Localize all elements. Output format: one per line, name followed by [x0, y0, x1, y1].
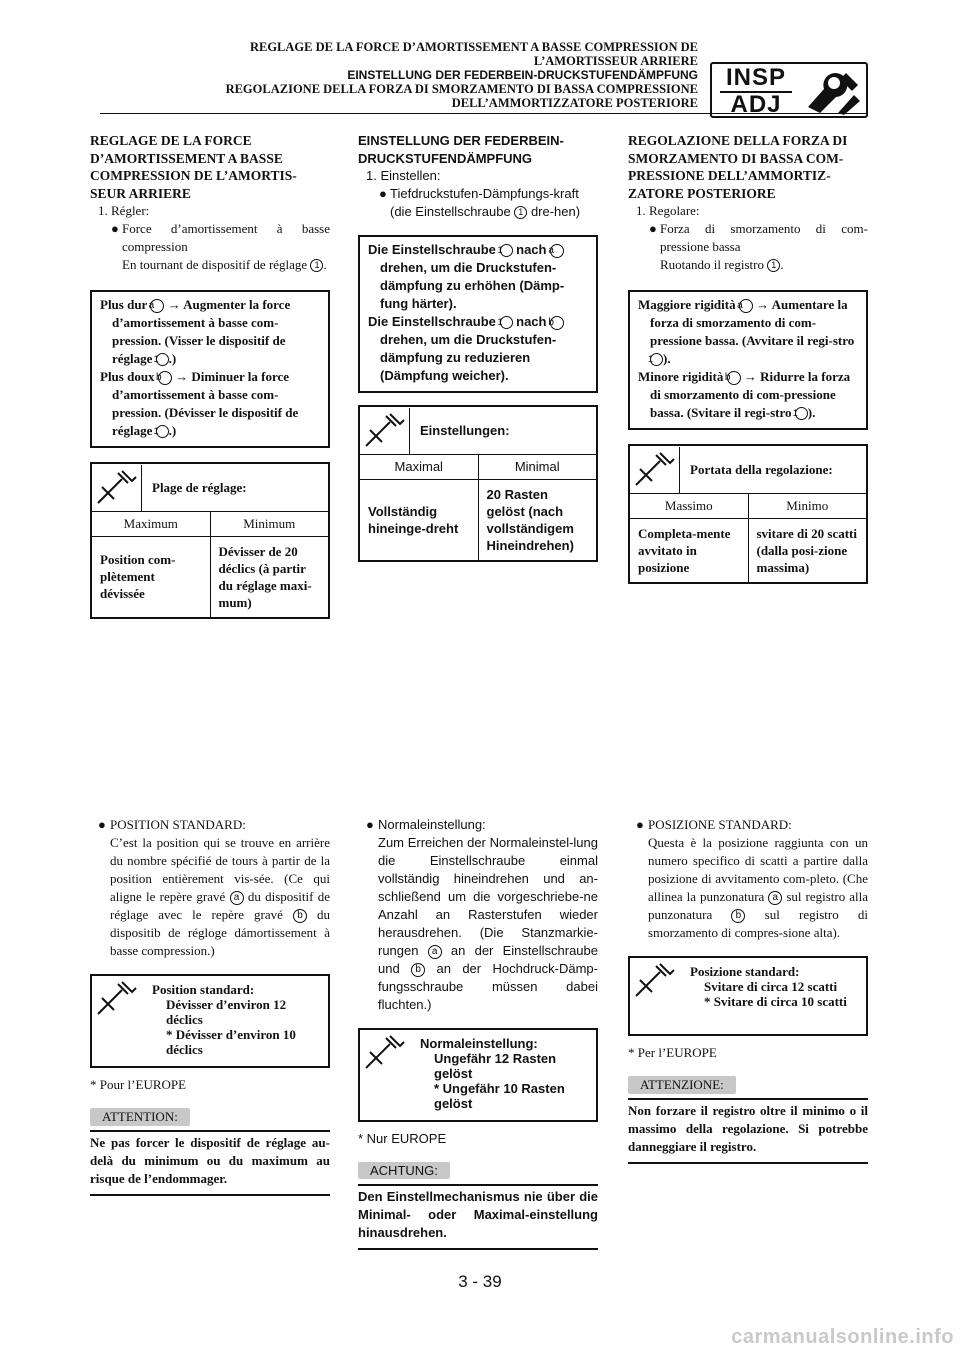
callout-1: 1 — [156, 425, 169, 438]
box-text: nach — [516, 314, 547, 329]
warning-label: ACHTUNG: — [358, 1162, 450, 1179]
spec-header — [92, 976, 328, 1066]
callout-b: b — [727, 371, 741, 385]
spec-header — [92, 464, 328, 512]
warning-block — [628, 1076, 868, 1164]
caution-box — [628, 290, 868, 430]
warning-text: Non forzare il registro oltre il minimo o il massimo della regolazione. Si potrebbe danneggiare il registro. — [628, 1098, 868, 1164]
std-heading: POSIZIONE STANDARD: — [648, 817, 792, 832]
callout-1: 1 — [514, 206, 527, 219]
box-text: drehen, um die Druckstufen-dämpfung zu erhöhen (Dämp-fung härter). — [380, 260, 565, 311]
spec-header — [360, 1030, 596, 1120]
spec-line: * Svitare di circa 10 scatti — [704, 994, 847, 1009]
col-header: Maximum — [92, 512, 210, 536]
box-text: → Diminuer la force d’amortissement à basse com-pression. (Dévisser le dispositif de réglage — [112, 369, 299, 438]
box-line — [368, 313, 588, 385]
box-text: Die Einstellschraube — [368, 242, 496, 257]
spec-label: Portata della regolazione: — [690, 461, 833, 477]
bullet-dot: ● — [98, 817, 106, 832]
cell-value: Dévisser de 20 déclics (à partir du réglage maxi-mum) — [210, 536, 328, 617]
warning-block — [358, 1162, 598, 1250]
bullet-item: ● Forza di smorzamento di com-pressione bassa Ruotando il registro 1 . — [649, 221, 868, 272]
bullet-text: Force d’amortissement à basse compression — [122, 221, 330, 254]
spec-table — [628, 444, 868, 584]
callout-b: b — [158, 371, 172, 385]
std-text-part: Zum Erreichen der Normaleinstel-lung die Einstellschraube einmal vollständig hineindrehen und an-schließend um die vorgeschriebe-ne Anzahl an Rasterstufen wieder herausdrehen. (Die Stanzmarkie-rungen — [378, 835, 598, 958]
box-text: → Ridurre la forza di smorzamento di com-pressione bassa. (Svitare il regi-stro — [650, 369, 851, 420]
section-title: REGLAGE DE LA FORCE D’AMORTISSEMENT A BASSE COMPRESSION DE L’AMORTIS-SEUR ARRIERE — [90, 133, 297, 201]
wrench-icon — [92, 465, 142, 511]
header-line: L’AMORTISSEUR ARRIERE — [533, 54, 698, 68]
callout-a: a — [550, 244, 564, 258]
col-header: Maximal — [360, 455, 478, 479]
column-italian-lower — [628, 816, 868, 1164]
box-text: Die Einstellschraube — [368, 314, 496, 329]
spec-content — [680, 958, 853, 1017]
wrench-icon — [630, 447, 680, 493]
callout-1: 1 — [156, 353, 169, 366]
spec-line: * Ungefähr 10 Rasten gelöst — [434, 1081, 565, 1111]
cell-value: Position com-plètement dévissée — [100, 552, 176, 601]
standard-position — [90, 816, 330, 960]
bullet-text: Tiefdruckstufen-Dämpfungs-kraft — [390, 186, 579, 201]
callout-b: b — [550, 316, 564, 330]
column-german-lower — [358, 816, 598, 1250]
box-line — [100, 296, 320, 368]
cell-value: Vollständig hineinge-dreht — [368, 503, 459, 536]
standard-position — [358, 816, 598, 1014]
box-line — [638, 296, 858, 368]
standard-spec-box — [358, 1028, 598, 1122]
spec-label: Plage de réglage: — [152, 479, 247, 495]
spec-header — [630, 446, 866, 494]
spec-table — [358, 405, 598, 562]
box-line — [368, 241, 588, 313]
bullet-text: Ruotando il registro — [660, 257, 764, 272]
wrench-icon — [360, 408, 410, 454]
spec-content — [142, 976, 328, 1065]
badge-top-word: INSP — [725, 64, 786, 91]
bullet-dot: ● — [379, 186, 387, 201]
std-text-part: du dispositib de régloge dámortissement à basse compression.) — [110, 907, 331, 958]
box-text: Plus dur — [100, 297, 148, 312]
spec-line: * Dévisser d’environ 10 déclics — [166, 1027, 296, 1057]
std-text-part: an der Hochdruck-Dämp-fungsschraube müssen dabei fluchten.) — [378, 961, 598, 1012]
standard-position — [628, 816, 868, 942]
box-text: Plus doux — [100, 369, 155, 384]
box-text: Minore rigidità — [638, 369, 724, 384]
cell-value: Completa-mente avvitato in posizione — [638, 525, 731, 575]
caution-box — [90, 290, 330, 448]
column-italian — [628, 132, 868, 584]
std-text-part: sul registro alla punzonatura — [648, 889, 869, 922]
warning-text: Ne pas forcer le dispositif de réglage au-delà du minimum ou du maximum au risque de l’endommager. — [90, 1130, 330, 1196]
spec-header — [630, 958, 866, 1034]
warning-block — [90, 1108, 330, 1196]
box-text: ). — [663, 351, 671, 366]
box-text: ). — [807, 405, 816, 420]
range-table — [360, 455, 596, 560]
box-line — [638, 368, 858, 422]
section-title: EINSTELLUNG DER FEDERBEIN-DRUCKSTUFENDÄMPFUNG — [358, 133, 564, 166]
callout-a: a — [150, 299, 164, 313]
cell-value: 20 Rasten gelöst (nach vollständigem Hineindrehen) — [478, 479, 596, 560]
bullet-dot: ● — [366, 817, 374, 832]
wrench-icon — [92, 976, 142, 1066]
spec-label: Einstellungen: — [420, 423, 510, 438]
box-text: drehen, um die Druckstufen-dämpfung zu reduzieren (Dämpfung weicher). — [380, 332, 557, 383]
badge-bottom-word: ADJ — [730, 91, 782, 118]
warning-text: Den Einstellmechanismus nie über die Minimal- oder Maximal-einstellung hinausdrehen. — [358, 1184, 598, 1250]
range-table — [92, 512, 328, 617]
callout-a: a — [428, 945, 442, 959]
std-text-part: Questa è la posizione raggiunta con un numero specifico di scatti a partire dalla posizione di avvitamento com-pleto. (Che allinea la punzonatura — [648, 835, 868, 904]
box-text: .) — [168, 351, 177, 366]
callout-1: 1 — [650, 353, 663, 366]
std-text — [110, 834, 330, 960]
wrench-tools-icon — [802, 67, 862, 115]
bullet-text: En tournant de dispositif de réglage — [122, 257, 308, 272]
footnote: * Nur EUROPE — [358, 1131, 447, 1146]
wrench-icon — [630, 958, 680, 1034]
spec-content — [410, 1030, 596, 1119]
callout-b: b — [731, 909, 745, 923]
standard-spec-box — [90, 974, 330, 1068]
page-number: 3 - 39 — [458, 1272, 502, 1291]
box-text: .) — [168, 423, 177, 438]
warning-label: ATTENZIONE: — [628, 1076, 736, 1094]
box-text: nach — [516, 242, 547, 257]
std-heading: POSITION STANDARD: — [110, 817, 246, 832]
callout-a: a — [739, 299, 753, 313]
cell-value: svitare di 20 scatti (dalla posi-zione massima) — [748, 518, 866, 582]
col-header: Minimum — [210, 512, 328, 536]
callout-a: a — [230, 891, 244, 905]
header-line: DELL’AMMORTIZZATORE POSTERIORE — [451, 96, 698, 110]
callout-a: a — [768, 891, 782, 905]
section-title: REGOLAZIONE DELLA FORZA DI SMORZAMENTO DI BASSA COM-PRESSIONE DELL’AMMORTIZ-ZATORE POSTERIORE — [628, 133, 848, 201]
bullet-text: Forza di smorzamento di com-pressione bassa — [660, 221, 868, 254]
page-header — [100, 40, 698, 110]
footnote: * Pour l’EUROPE — [90, 1077, 187, 1092]
col-header: Massimo — [630, 494, 748, 518]
std-text — [378, 834, 598, 1014]
insp-adj-badge — [710, 62, 868, 118]
range-table — [630, 494, 866, 582]
callout-1: 1 — [310, 259, 323, 272]
step-1: 1. Régler: — [98, 203, 150, 218]
column-german — [358, 132, 598, 562]
box-text: → Aumentare la forza di smorzamento di com-pressione bassa. (Avvitare il regi-stro — [650, 297, 855, 348]
bullet-dot: ● — [649, 221, 657, 236]
watermark: carmanualsonline.info — [731, 1326, 954, 1348]
header-line: REGOLAZIONE DELLA FORZA DI SMORZAMENTO DI BASSA COMPRESSIONE — [225, 82, 698, 96]
spec-title: Position standard: — [152, 982, 255, 997]
spec-title: Posizione standard: — [690, 964, 800, 979]
footnote: * Per l’EUROPE — [628, 1045, 717, 1060]
box-text: Maggiore rigidità — [638, 297, 736, 312]
column-french — [90, 132, 330, 619]
box-text: → Augmenter la force d’amortissement à basse com-pression. (Visser le dispositif de réglage — [112, 297, 291, 366]
callout-1: 1 — [500, 316, 513, 329]
step-1: 1. Regolare: — [636, 203, 700, 218]
header-line: EINSTELLUNG DER FEDERBEIN-DRUCKSTUFENDÄMPFUNG — [347, 68, 698, 82]
spec-line: Svitare di circa 12 scatti — [704, 979, 838, 994]
wrench-icon — [360, 1030, 410, 1120]
spec-table — [90, 462, 330, 619]
step-1: 1. Einstellen: — [366, 168, 441, 183]
box-line — [100, 368, 320, 440]
bullet-item — [358, 185, 598, 221]
callout-1: 1 — [767, 259, 780, 272]
bullet-dot: ● — [636, 817, 644, 832]
std-text-part: du dispositif de réglage avec le repère gravé — [110, 889, 331, 922]
std-text-part: an der Einstellschraube und — [378, 943, 598, 976]
bullet-item: ● Force d’amortissement à basse compression En tournant de dispositif de réglage 1 . — [111, 221, 330, 272]
callout-b: b — [411, 963, 425, 977]
standard-spec-box — [628, 956, 868, 1036]
spec-header — [360, 407, 596, 455]
std-text-part: sul registro di smorzamento di compres-sione alta). — [648, 907, 869, 940]
bullet-dot: ● — [111, 221, 119, 236]
caution-box — [358, 235, 598, 393]
spec-line: Ungefähr 12 Rasten gelöst — [434, 1051, 557, 1081]
bullet-text: dre-hen) — [530, 204, 581, 219]
bullet-text: (die Einstellschraube — [390, 204, 511, 219]
spec-title: Normaleinstellung: — [420, 1036, 538, 1051]
std-text-part: C’est la position qui se trouve en arrière du nombre spécifié de tours à partir de la position entièrement vis-sée. (Ce qui aligne le repère gravé — [110, 835, 330, 904]
callout-b: b — [293, 909, 307, 923]
std-text — [648, 834, 868, 942]
spec-line: Dévisser d’environ 12 déclics — [166, 997, 287, 1027]
col-header: Minimo — [748, 494, 866, 518]
warning-label: ATTENTION: — [90, 1108, 190, 1126]
column-french-lower — [90, 816, 330, 1196]
header-line: REGLAGE DE LA FORCE D’AMORTISSEMENT A BASSE COMPRESSION DE — [249, 40, 698, 54]
callout-1: 1 — [500, 244, 513, 257]
col-header: Minimal — [478, 455, 596, 479]
std-heading: Normaleinstellung: — [378, 817, 486, 832]
callout-1: 1 — [795, 407, 808, 420]
